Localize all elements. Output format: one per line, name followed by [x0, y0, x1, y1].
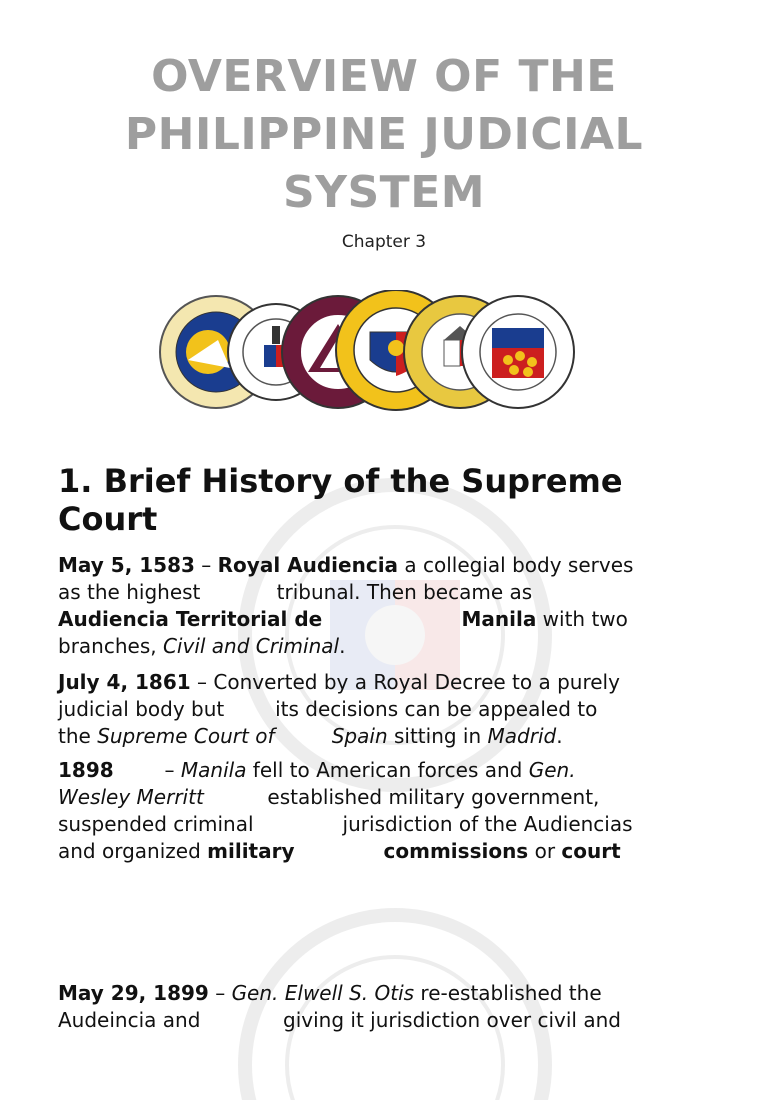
paragraph-line [58, 838, 748, 865]
text-run: military [207, 839, 295, 863]
text-run: judicial body but its decisions can be appealed to [58, 697, 598, 721]
paragraph-line [58, 696, 748, 723]
text-run: or [528, 839, 562, 863]
text-run: with two [536, 607, 628, 631]
paragraph-line [58, 723, 748, 750]
text-run: Wesley Merritt [58, 785, 204, 809]
text-run: – Converted by a Royal Decree to a purely [190, 670, 620, 694]
paragraph-line [58, 784, 748, 811]
text-run: May 29, 1899 [58, 981, 209, 1005]
paragraph-line [58, 811, 748, 838]
heading-line: 1. Brief History of the Supreme [58, 462, 623, 500]
text-run: Spain [331, 724, 388, 748]
text-run: Audeincia and giving it jurisdiction over civil and [58, 1008, 621, 1032]
text-run: commissions [383, 839, 529, 863]
text-run: established military government, [203, 785, 600, 809]
text-run: sitting in [387, 724, 488, 748]
history-paragraph [58, 552, 748, 660]
paragraph-line [58, 606, 748, 633]
history-paragraph [58, 757, 748, 865]
text-run: as the highest tribunal. Then became as [58, 580, 533, 604]
text-run: re-established the [414, 981, 602, 1005]
text-run: and organized [58, 839, 208, 863]
text-run: Supreme Court of [97, 724, 275, 748]
text-run: 1898 [58, 758, 114, 782]
text-run: branches, [58, 634, 163, 658]
text-run: court [561, 839, 621, 863]
text-run: the [58, 724, 98, 748]
text-run: Royal Audiencia [217, 553, 399, 577]
heading-line: Court [58, 500, 158, 538]
text-run [275, 724, 332, 748]
text-run: Manila [180, 758, 247, 782]
paragraph-line [58, 579, 748, 606]
text-run: – [113, 758, 181, 782]
paragraph-line [58, 1007, 748, 1034]
text-run: – [194, 553, 218, 577]
chapter-label: Chapter 3 [341, 232, 427, 252]
paragraph-line [58, 669, 748, 696]
history-paragraph [58, 980, 748, 1034]
text-run: . [339, 634, 346, 658]
text-run: – [208, 981, 232, 1005]
title-line: OVERVIEW OF THE [151, 51, 617, 102]
government-seals-row [158, 290, 578, 412]
paragraph-line [58, 633, 748, 660]
section-heading [58, 462, 748, 538]
text-run: Gen. Elwell S. Otis [231, 981, 415, 1005]
text-run: suspended criminal jurisdiction of the Audiencias [58, 812, 633, 836]
history-paragraph [58, 669, 748, 750]
text-run: Audiencia Territorial de [58, 607, 462, 631]
text-run: Civil and Criminal [162, 634, 340, 658]
paragraph-line [58, 980, 748, 1007]
text-run: Gen. [528, 758, 576, 782]
text-run: fell to American forces and [246, 758, 529, 782]
text-run [295, 839, 384, 863]
paragraph-line [58, 552, 748, 579]
page-title [0, 48, 768, 222]
text-run: July 4, 1861 [58, 670, 191, 694]
coa-seal-icon [462, 296, 574, 408]
paragraph-line [58, 757, 748, 784]
title-line: SYSTEM [282, 167, 486, 218]
text-run: Manila [461, 607, 537, 631]
text-run: . [556, 724, 563, 748]
text-run: Madrid [487, 724, 557, 748]
text-run: a collegial body serves [398, 553, 634, 577]
title-line: PHILIPPINE JUDICIAL [124, 109, 644, 160]
text-run: May 5, 1583 [58, 553, 195, 577]
